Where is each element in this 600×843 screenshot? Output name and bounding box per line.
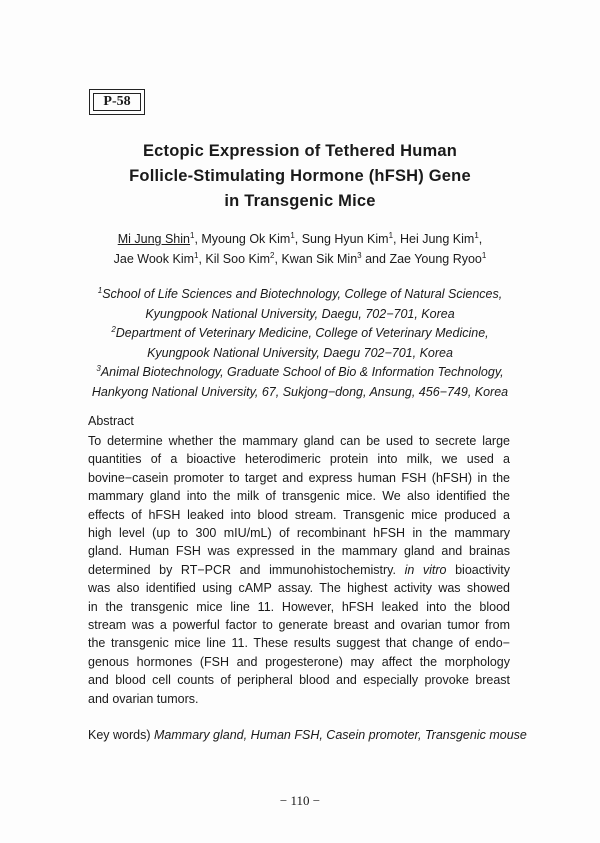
affiliation-line <box>80 383 520 403</box>
abstract-line: effects of hFSH leaked into blood stream. Transgenic mice produced a <box>88 507 510 522</box>
abstract-line: in the transgenic mice line 11. However, hFSH leaked into the blood <box>88 599 510 614</box>
author-separator: , <box>478 232 483 246</box>
abstract-line: stream was a powerful factor to generate breast and ovarian tumor from <box>88 618 510 633</box>
affiliation-text: Kyungpook National University, Daegu 702−701, Korea <box>147 345 453 360</box>
abstract-text: determined by RT−PCR and immunohistochemistry. <box>88 562 396 577</box>
affil-mark: 1 <box>97 286 103 295</box>
author-line <box>80 249 520 269</box>
author-name: Jae Wook Kim <box>113 252 195 266</box>
affil-mark: 2 <box>111 325 116 334</box>
affiliation-line <box>80 363 520 383</box>
keywords-label: Key words) <box>88 728 151 742</box>
title-line: in Transgenic Mice <box>224 192 376 210</box>
affiliation-line <box>80 285 520 305</box>
affiliation-text: Kyungpook National University, Daegu, 702−701, Korea <box>145 306 455 321</box>
author-separator: , <box>393 232 400 246</box>
author-affil-mark: 1 <box>290 231 295 240</box>
title-line: Ectopic Expression of Tethered Human <box>142 142 458 160</box>
author-name: Kil Soo Kim <box>205 252 271 266</box>
affil-mark: 3 <box>96 364 101 373</box>
author-list <box>80 229 520 269</box>
abstract-italic: in vitro <box>404 562 447 577</box>
author-name: Hei Jung Kim <box>399 232 475 246</box>
author-name: Kwan Sik Min <box>281 252 358 266</box>
abstract-line: high level (up to 300 mIU/mL) of recombinant hFSH in the mammary <box>88 526 510 541</box>
author-separator: , <box>194 232 202 246</box>
affiliation-text: Hankyong National University, 67, Sukjong−dong, Ansung, 456−749, Korea <box>91 384 509 399</box>
page-number: − 110 − <box>279 793 321 808</box>
affiliation-line <box>80 305 520 325</box>
abstract-line <box>88 561 510 579</box>
abstract-line: bovine−casein promoter to target and express human FSH (hFSH) in the <box>88 470 510 485</box>
author-affil-mark: 1 <box>474 231 479 240</box>
affiliation-text: School of Life Sciences and Biotechnology, College of Natural Sciences, <box>102 287 503 301</box>
affiliation-line <box>80 324 520 344</box>
abstract-line: and ovarian tumors. <box>88 691 199 706</box>
abstract-line: and blood cell counts of peripheral blood and especially provoke breast <box>88 673 510 688</box>
affiliation-text: Animal Biotechnology, Graduate School of Bio & Information Technology, <box>100 365 504 379</box>
keywords-list: Mammary gland, Human FSH, Casein promoter, Transgenic mouse <box>154 728 527 742</box>
affiliations <box>80 285 520 402</box>
author-name: Zae Young Ryoo <box>389 252 482 266</box>
author-affil-mark: 1 <box>189 231 195 240</box>
abstract-line: To determine whether the mammary gland can be used to secrete large <box>88 434 510 448</box>
abstract-line: genous hormones (FSH and progesterone) may affect the morphology <box>88 654 510 669</box>
title-line: Follicle-Stimulating Hormone (hFSH) Gene <box>129 167 471 185</box>
poster-id-box <box>89 89 145 115</box>
affiliation-text: Department of Veterinary Medicine, College of Veterinary Medicine, <box>115 326 489 340</box>
author-line <box>80 229 520 249</box>
abstract-line: mammary gland into the milk of transgenic mice. We also identified the <box>88 489 510 504</box>
author-name: Mi Jung Shin <box>117 232 190 246</box>
author-separator: , <box>198 252 206 266</box>
paper-title <box>80 139 520 214</box>
affiliation-line <box>80 344 520 364</box>
author-separator: , <box>274 252 282 266</box>
author-separator: and <box>361 252 390 266</box>
author-affil-mark: 1 <box>481 251 487 260</box>
abstract-body <box>88 432 510 708</box>
author-affil-mark: 2 <box>270 251 275 260</box>
abstract-line: the transgenic mice line 11. These results suggest that change of endo− <box>88 636 510 651</box>
keywords <box>88 728 527 742</box>
author-name: Myoung Ok Kim <box>201 232 291 246</box>
author-affil-mark: 1 <box>388 231 394 240</box>
author-separator: , <box>294 232 302 246</box>
abstract-line: was also identified using cAMP assay. The highest activity was showed <box>88 581 510 596</box>
author-affil-mark: 1 <box>194 251 199 260</box>
author-name: Sung Hyun Kim <box>301 232 389 246</box>
abstract-line: gland. Human FSH was expressed in the mammary gland and brainas <box>88 544 510 559</box>
abstract-text: bioactivity <box>455 562 510 577</box>
abstract-line: quantities of a bioactive heterodimeric protein into milk, we used a <box>88 452 510 467</box>
author-affil-mark: 3 <box>357 251 362 260</box>
poster-id: P-58 <box>103 94 131 109</box>
abstract-heading: Abstract <box>88 414 134 428</box>
